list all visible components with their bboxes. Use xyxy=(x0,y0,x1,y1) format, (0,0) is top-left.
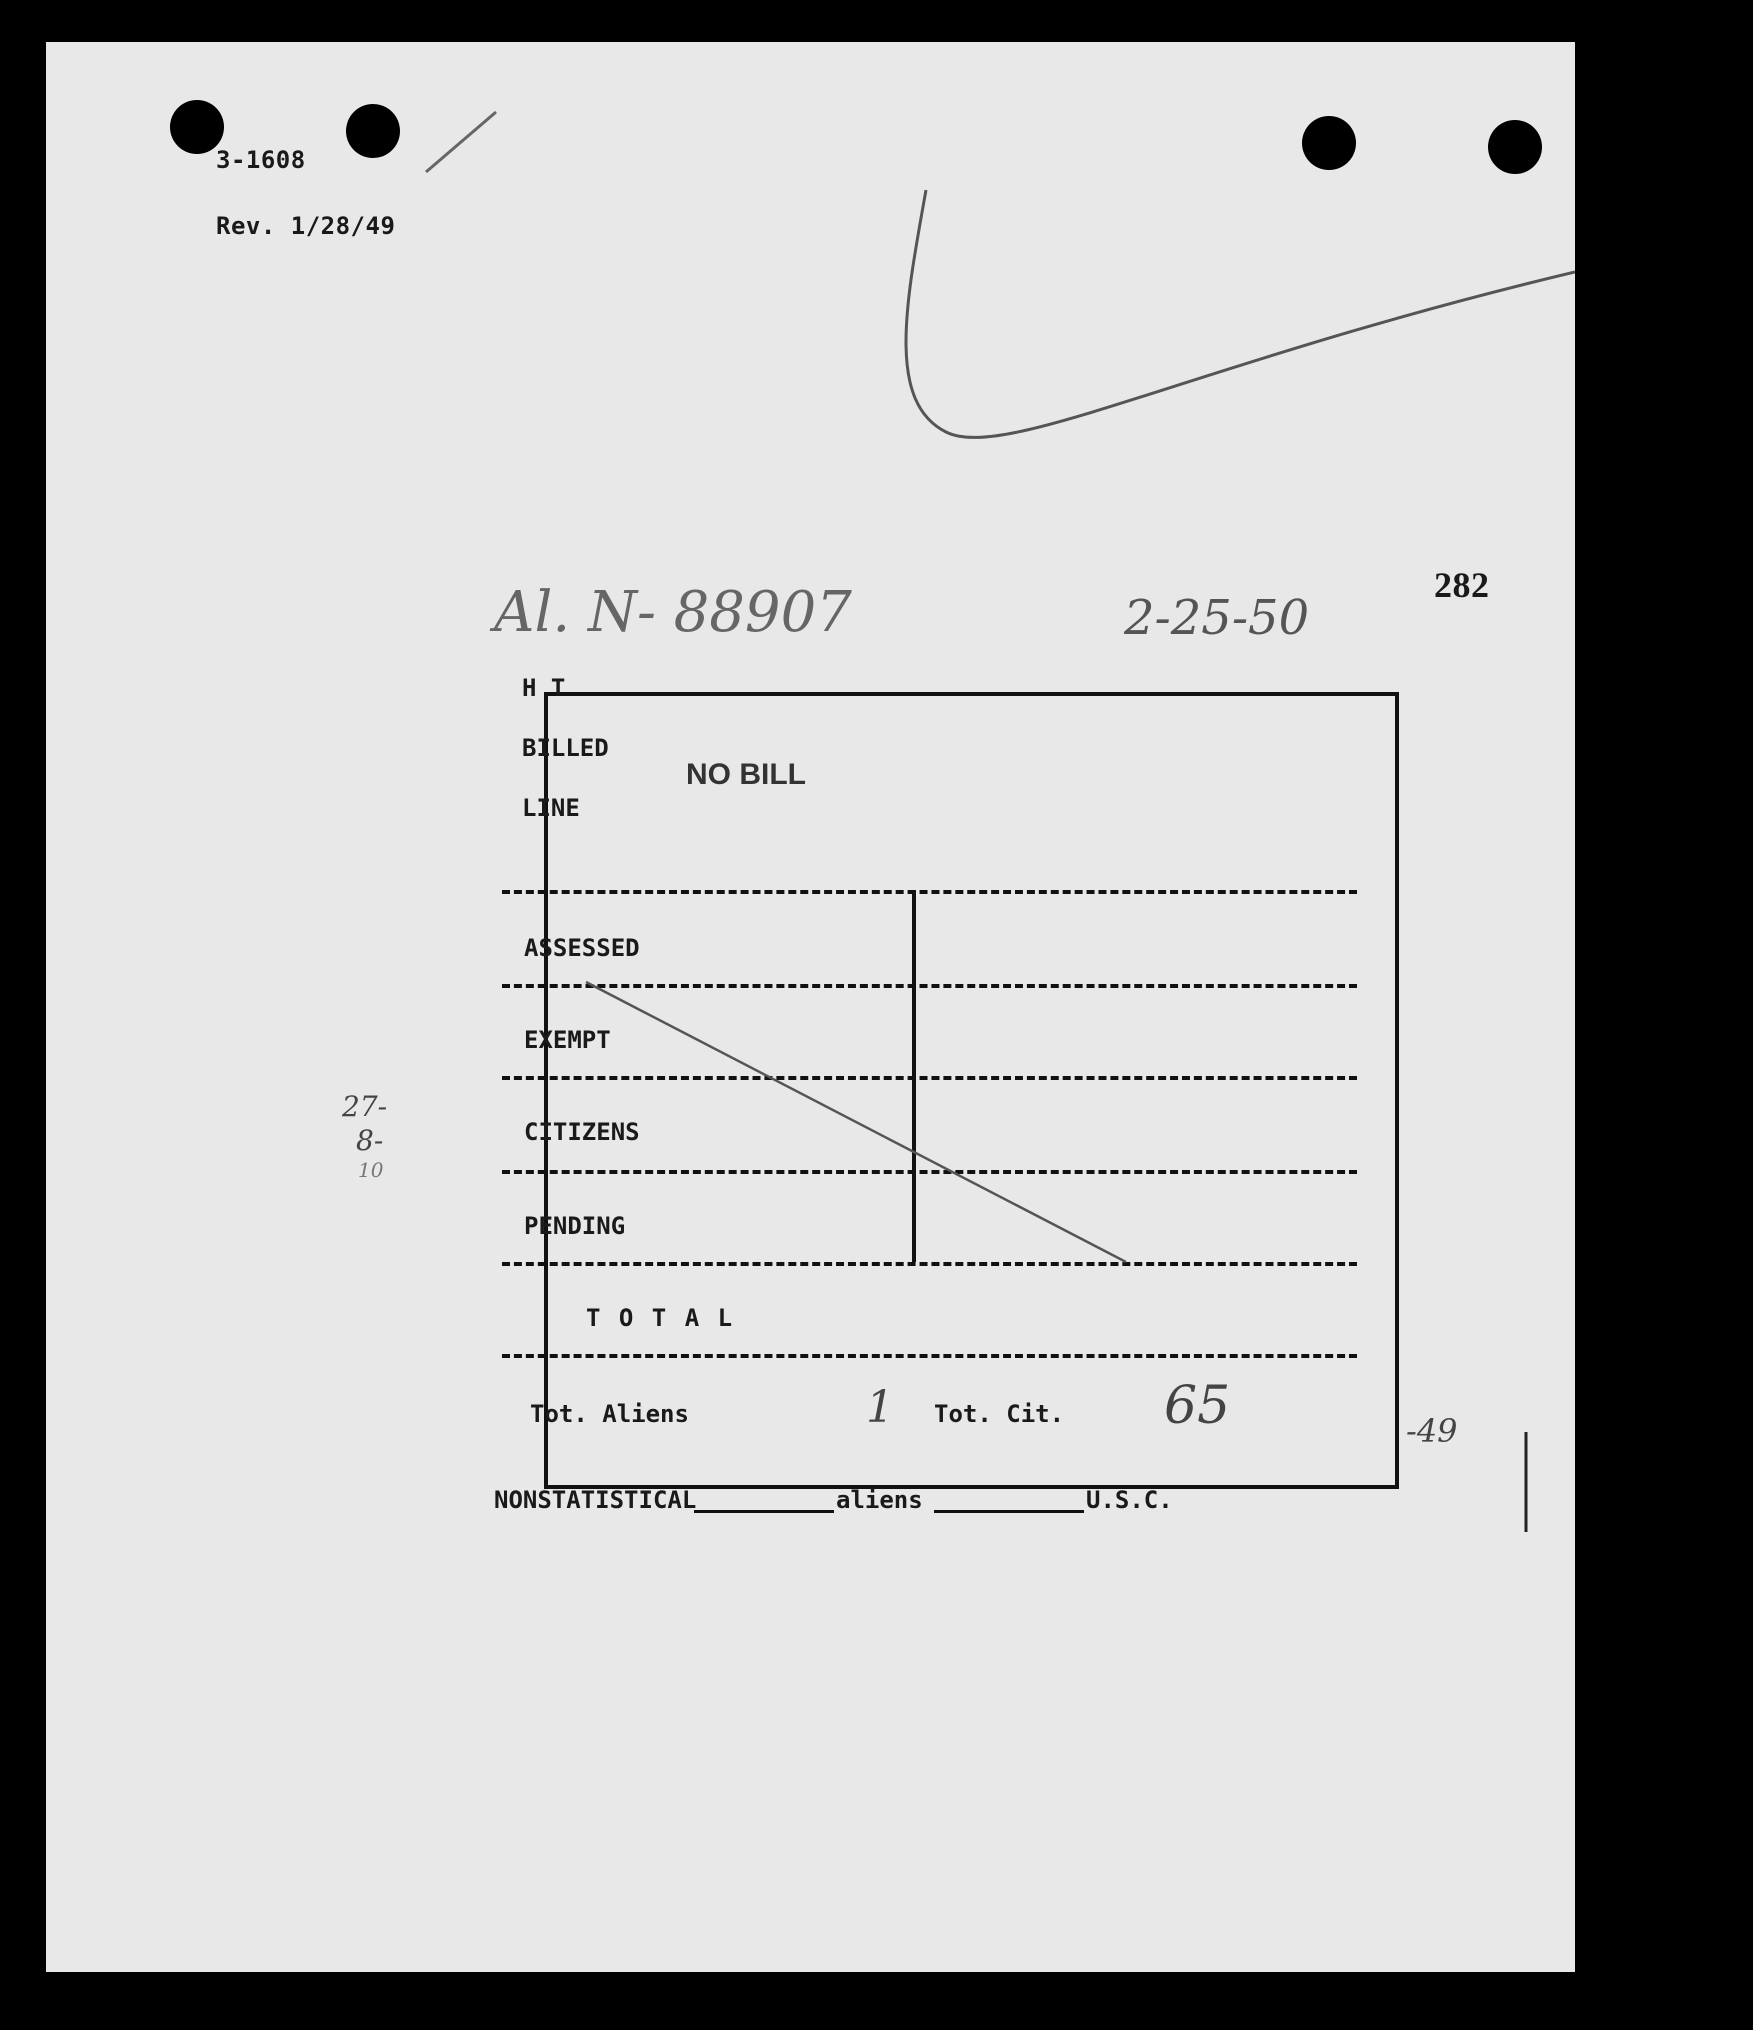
label-billed: BILLED xyxy=(522,734,609,762)
label-tot-cits: Tot. Cit. xyxy=(934,1400,1065,1428)
label-nonstatistical: NONSTATISTICAL xyxy=(494,1486,697,1514)
slash-stroke xyxy=(426,112,496,172)
revision-date: Rev. 1/28/49 xyxy=(216,212,396,240)
label-pending: PENDING xyxy=(524,1212,626,1240)
label-total: T O T A L xyxy=(586,1304,735,1332)
form-number: 3-1608 xyxy=(216,146,306,174)
check-mark-stroke xyxy=(906,190,1575,437)
label-citizens: CITIZENS xyxy=(524,1118,640,1146)
label-tot-aliens: Tot. Aliens xyxy=(530,1400,689,1428)
margin-note-3: 10 xyxy=(358,1158,384,1182)
handwritten-date: 2-25-50 xyxy=(1124,590,1310,646)
document-page xyxy=(46,42,1575,1972)
label-usc: U.S.C. xyxy=(1086,1486,1173,1514)
side-note: -49 xyxy=(1406,1412,1458,1450)
pencil-marks xyxy=(46,42,1575,1972)
diagonal-cross-stroke xyxy=(586,982,1126,1262)
label-aliens: aliens xyxy=(836,1486,923,1514)
no-bill-stamp: NO BILL xyxy=(686,758,806,791)
citizen-count: 65 xyxy=(1164,1376,1231,1436)
page-number: 282 xyxy=(1434,565,1490,605)
margin-note-1: 27- xyxy=(342,1090,388,1123)
label-exempt: EXEMPT xyxy=(524,1026,611,1054)
alien-count: 1 xyxy=(866,1382,894,1433)
handwritten-file-number: Al. N- 88907 xyxy=(494,580,852,645)
margin-note-2: 8- xyxy=(356,1124,384,1157)
label-ht: H T xyxy=(522,674,566,702)
label-assessed: ASSESSED xyxy=(524,934,640,962)
label-line: LINE xyxy=(522,794,580,822)
